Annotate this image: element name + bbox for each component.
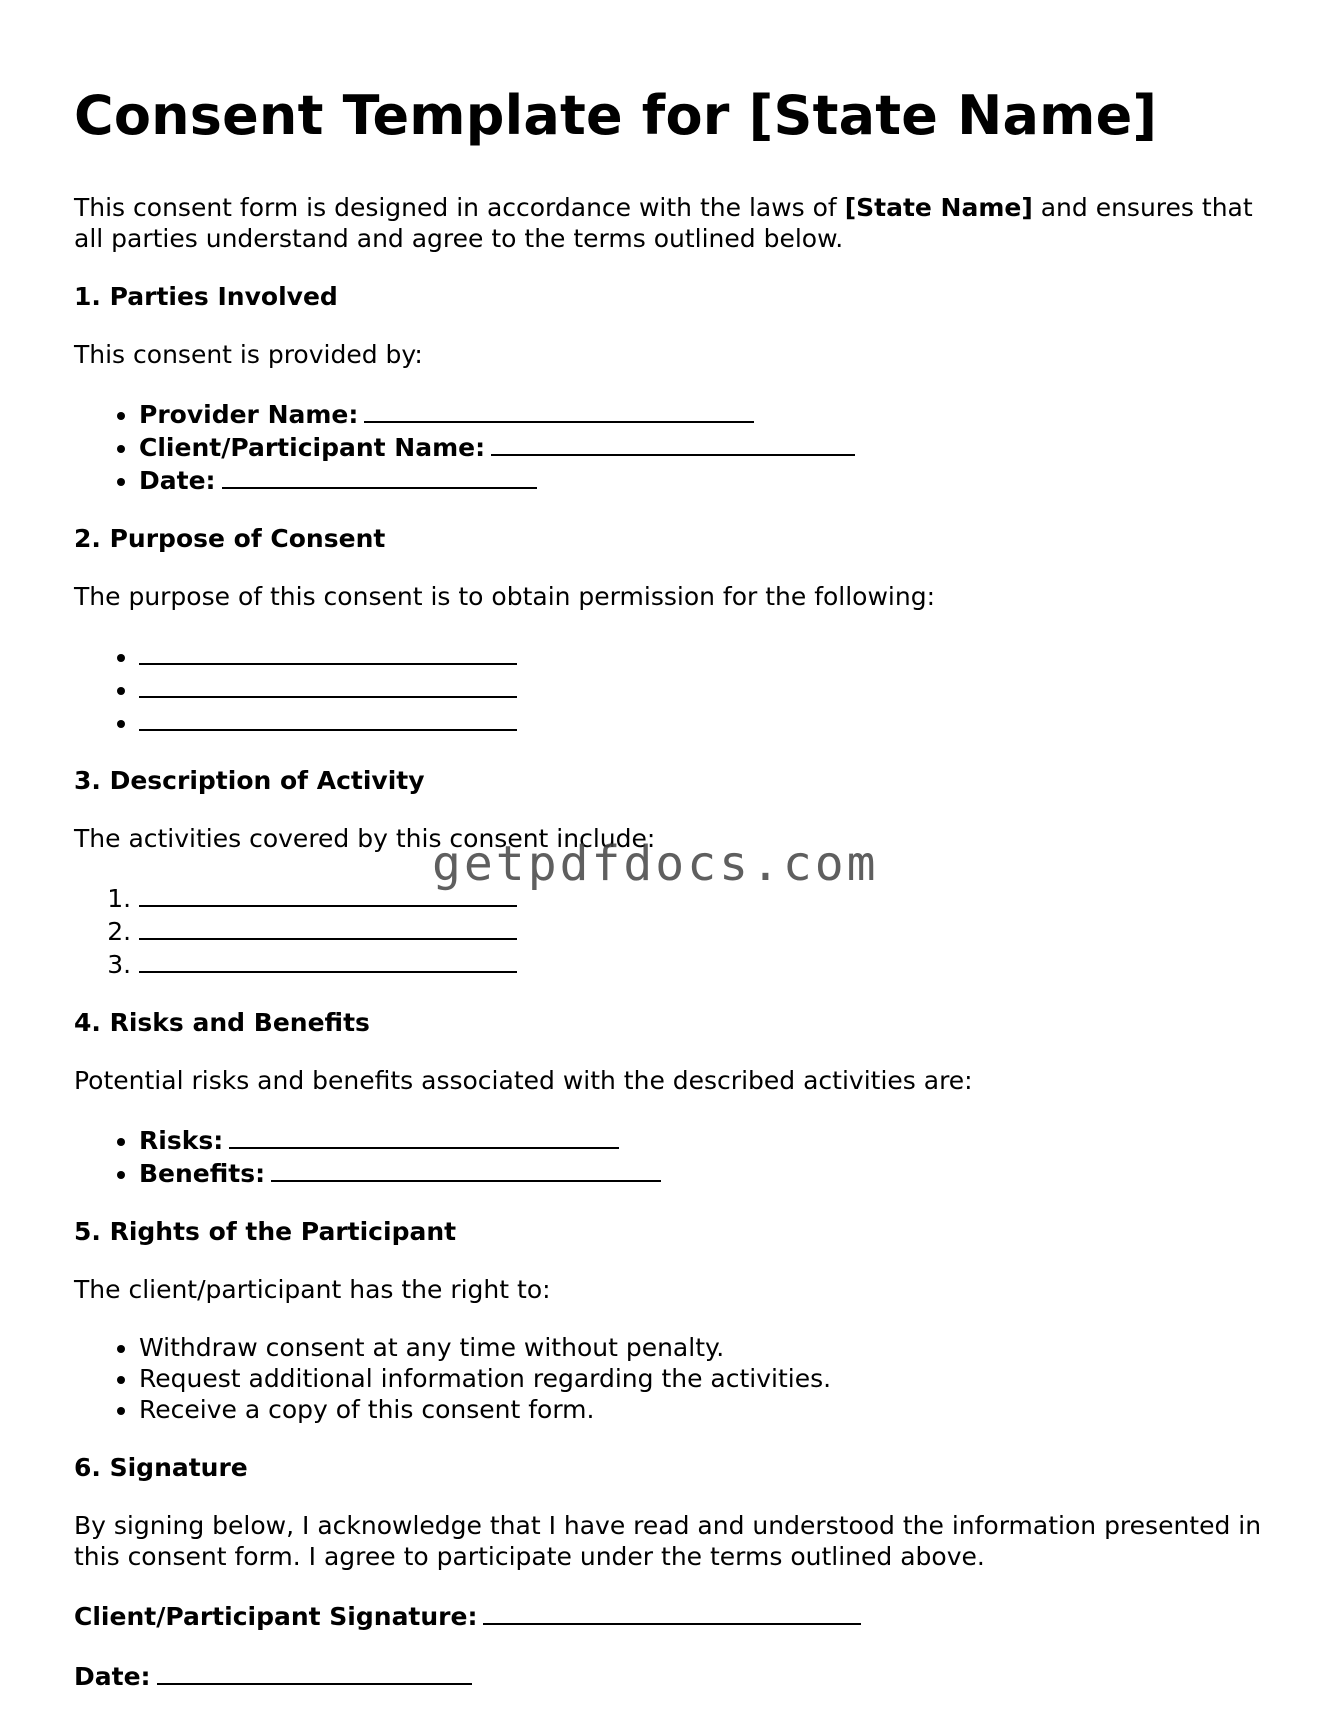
section-2-text: The purpose of this consent is to obtain permission for the following: (74, 581, 936, 611)
section-4-heading: 4. Risks and Benefits (74, 1007, 370, 1037)
list-item (139, 463, 1274, 496)
date-field[interactable] (222, 463, 537, 489)
list-item (139, 914, 1274, 947)
section-1-text: This consent is provided by: (74, 339, 423, 369)
list-item: • Request additional information regarding the activities. (139, 1363, 1274, 1394)
risks-benefits-list (74, 1123, 1274, 1189)
page-title: Consent Template for [State Name] (74, 84, 1158, 147)
intro-text-after: and ensures that all parties understand and agree to the terms outlined below. (74, 192, 1253, 253)
section-4-text: Potential risks and benefits associated with the described activities are: (74, 1065, 973, 1095)
list-item: • Receive a copy of this consent form. (139, 1394, 1274, 1425)
section-6-heading: 6. Signature (74, 1452, 248, 1482)
section-1-heading: 1. Parties Involved (74, 281, 338, 311)
rights-list (74, 1332, 1274, 1425)
intro-text-before: This consent form is designed in accordance with the laws of (74, 192, 845, 222)
signature-date-line (74, 1659, 1274, 1692)
list-item (139, 947, 1274, 980)
signature-label: Client/Participant Signature: (74, 1601, 478, 1631)
purpose-field-3[interactable] (139, 705, 517, 731)
list-item (139, 705, 1274, 738)
parties-list (74, 397, 1274, 496)
section-2-heading: 2. Purpose of Consent (74, 523, 386, 553)
benefits-field[interactable] (271, 1156, 661, 1182)
client-name-label: Client/Participant Name: (139, 432, 486, 462)
risks-field[interactable] (229, 1123, 619, 1149)
provider-name-label: Provider Name: (139, 399, 359, 429)
provider-name-field[interactable] (364, 397, 754, 423)
list-item (139, 430, 1274, 463)
activity-field-3[interactable] (139, 947, 517, 973)
activity-field-2[interactable] (139, 914, 517, 940)
section-6-text: By signing below, I acknowledge that I have read and understood the information presented in this consent form. I agree to participate under the terms outlined above. (74, 1510, 1262, 1571)
purpose-field-1[interactable] (139, 639, 517, 665)
signature-date-field[interactable] (157, 1659, 472, 1685)
signature-date-label: Date: (74, 1661, 151, 1691)
signature-line (74, 1599, 1274, 1632)
client-name-field[interactable] (491, 430, 855, 456)
section-5-text: The client/participant has the right to: (74, 1274, 551, 1304)
list-item (139, 672, 1274, 705)
list-item (139, 639, 1274, 672)
risks-label: Risks: (139, 1125, 224, 1155)
list-item (139, 1156, 1274, 1189)
list-item: • Withdraw consent at any time without penalty. (139, 1332, 1274, 1363)
intro-paragraph (74, 192, 1274, 254)
benefits-label: Benefits: (139, 1158, 266, 1188)
activity-list (74, 881, 1274, 980)
signature-field[interactable] (483, 1599, 861, 1625)
document-page (74, 84, 1274, 1719)
section-5-heading: 5. Rights of the Participant (74, 1216, 457, 1246)
date-label: Date: (139, 465, 216, 495)
purpose-list (74, 639, 1274, 738)
intro-state-name: [State Name] (844, 192, 1033, 222)
section-3-heading: 3. Description of Activity (74, 765, 425, 795)
section-3-text: The activities covered by this consent include: (74, 823, 656, 853)
list-item (139, 1123, 1274, 1156)
list-item (139, 397, 1274, 430)
purpose-field-2[interactable] (139, 672, 517, 698)
watermark-text: getpdfdocs.com (432, 836, 879, 892)
